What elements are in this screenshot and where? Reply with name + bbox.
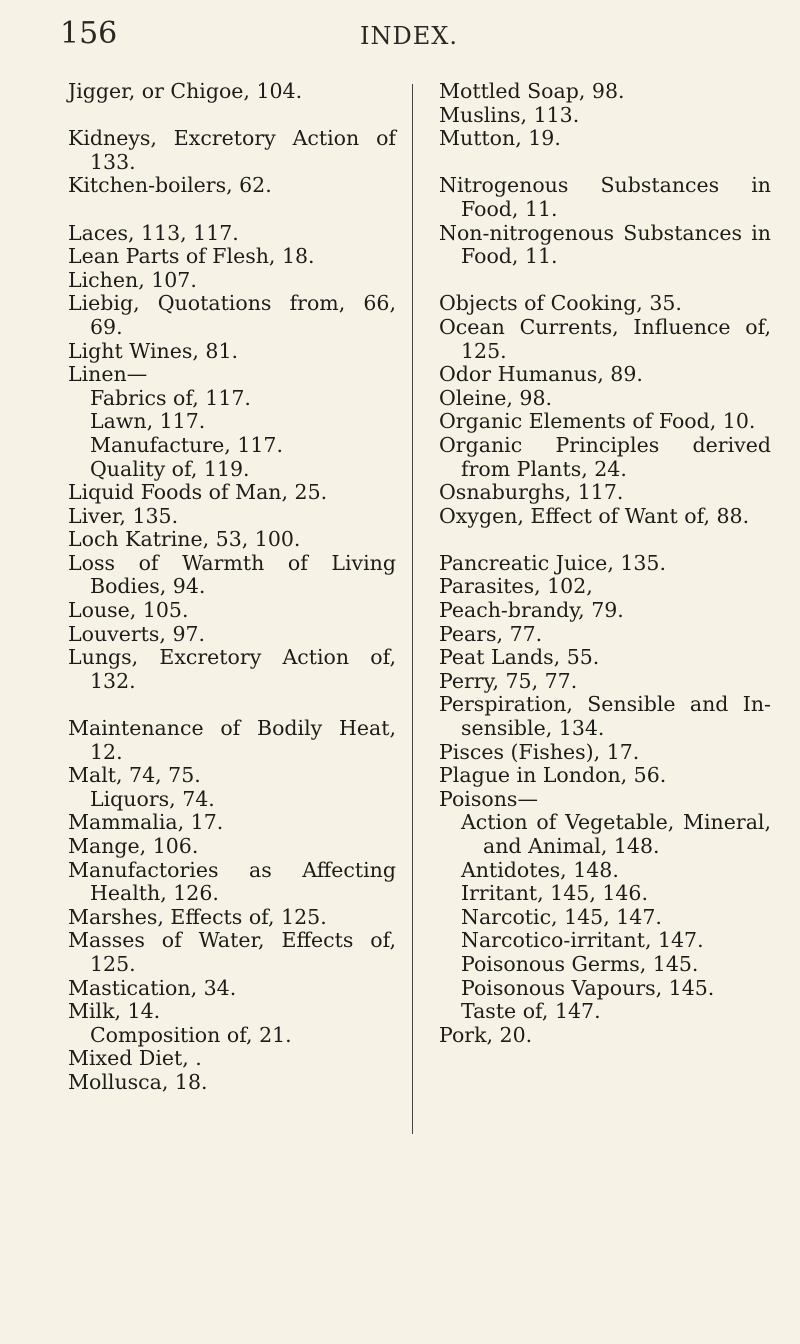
index-subentry: Narcotic, 145, 147. [461, 904, 662, 929]
index-entry: Mollusca, 18. [68, 1069, 208, 1094]
index-subentry: Lawn, 117. [90, 409, 206, 434]
index-entry: Nitrogenous Substances in Food, 11. [439, 173, 771, 221]
index-subentry: Quality of, 119. [90, 456, 250, 481]
index-subentry: Narcotico-irritant, 147. [461, 928, 704, 953]
index-entry: Lichen, 107. [68, 267, 197, 292]
index-entry: Milk, 14. [68, 999, 161, 1024]
index-entry: Manufactories as Affecting Health, 126. [68, 857, 396, 906]
index-column-left [68, 80, 396, 1095]
index-entry: Loch Katrine, 53, 100. [68, 527, 301, 552]
index-entry: Mottled Soap, 98. [439, 79, 625, 103]
index-entry: Odor Humanus, 89. [439, 362, 643, 387]
index-subentry: Liquors, 74. [90, 786, 215, 811]
index-subentry: Action of Vegetable, Mineral, and Animal, 148. [461, 810, 771, 858]
index-entry: Osnaburghs, 117. [439, 480, 624, 505]
index-subentry: Poisonous Vapours, 145. [461, 975, 715, 1000]
index-entry: Peat Lands, 55. [439, 645, 600, 670]
index-entry: Organic Elements of Food, 10. [439, 409, 756, 434]
page-number: 156 [60, 16, 118, 51]
index-subentry: Antidotes, 148. [461, 857, 619, 882]
index-subentry: Irritant, 145, 146. [461, 881, 648, 906]
index-subentry: Manufacture, 117. [90, 432, 283, 457]
index-entry: Liebig, Quotations from, 66, 69. [68, 291, 396, 339]
index-entry: Liver, 135. [68, 503, 179, 528]
index-entry: Mastication, 34. [68, 975, 237, 1000]
index-entry: Objects of Cooking, 35. [439, 291, 682, 316]
index-entry: Lean Parts of Flesh, 18. [68, 244, 315, 269]
index-entry: Kidneys, Excretory Action of 133. [68, 126, 396, 174]
index-entry: Muslins, 113. [439, 102, 580, 127]
index-entry: Organic Principles derived from Plants, 24. [439, 432, 771, 481]
index-entry: Pork, 20. [439, 1022, 533, 1047]
index-entry: Liquid Foods of Man, 25. [68, 480, 328, 505]
index-entry: Laces, 113, 117. [68, 220, 239, 245]
index-entry: Pears, 77. [439, 621, 543, 646]
index-subentry: Fabrics of, 117. [90, 385, 251, 410]
index-entry: Masses of Water, Effects of, 125. [68, 928, 396, 976]
index-entry: Loss of Warmth of Living Bodies, 94. [68, 550, 396, 599]
index-subentry: Taste of, 147. [461, 999, 601, 1024]
index-column-right [439, 80, 771, 1047]
index-entry: Mixed Diet, . [68, 1046, 202, 1071]
index-entry: Kitchen-boilers, 62. [68, 173, 272, 198]
index-entry: Louse, 105. [68, 598, 189, 623]
index-entry: Jigger, or Chigoe, 104. [68, 79, 303, 103]
index-entry: Oxygen, Effect of Want of, 88. [439, 503, 750, 528]
index-entry: Mammalia, 17. [68, 810, 224, 835]
page-title: INDEX. [360, 22, 458, 50]
index-entry: Light Wines, 81. [68, 338, 239, 363]
index-entry: Parasites, 102, [439, 574, 593, 599]
index-entry: Ocean Currents, Influence of, 125. [439, 314, 771, 363]
index-entry: Poisons— [439, 786, 538, 811]
index-entry: Plague in London, 56. [439, 763, 667, 788]
column-divider [412, 84, 413, 1134]
index-entry: Oleine, 98. [439, 385, 553, 410]
index-entry: Lungs, Excretory Action of, 132. [68, 645, 396, 693]
index-entry: Non-nitrogenous Substances in Food, 11. [439, 220, 771, 269]
index-entry: Perry, 75, 77. [439, 668, 578, 693]
index-entry: Mutton, 19. [439, 126, 561, 151]
index-entry: Perspiration, Sensible and In-sensible, 134. [439, 692, 771, 741]
index-entry: Linen— [68, 362, 148, 387]
index-entry: Marshes, Effects of, 125. [68, 904, 327, 929]
index-entry: Louverts, 97. [68, 621, 206, 646]
index-entry: Pancreatic Juice, 135. [439, 550, 666, 575]
index-entry: Mange, 106. [68, 834, 199, 858]
page-header [0, 16, 800, 56]
index-entry: Peach-brandy, 79. [439, 598, 624, 623]
index-entry: Pisces (Fishes), 17. [439, 739, 640, 764]
index-entry: Malt, 74, 75. [68, 763, 201, 788]
index-subentry: Composition of, 21. [90, 1022, 292, 1047]
index-subentry: Poisonous Germs, 145. [461, 951, 699, 976]
index-entry: Maintenance of Bodily Heat, 12. [68, 716, 396, 764]
